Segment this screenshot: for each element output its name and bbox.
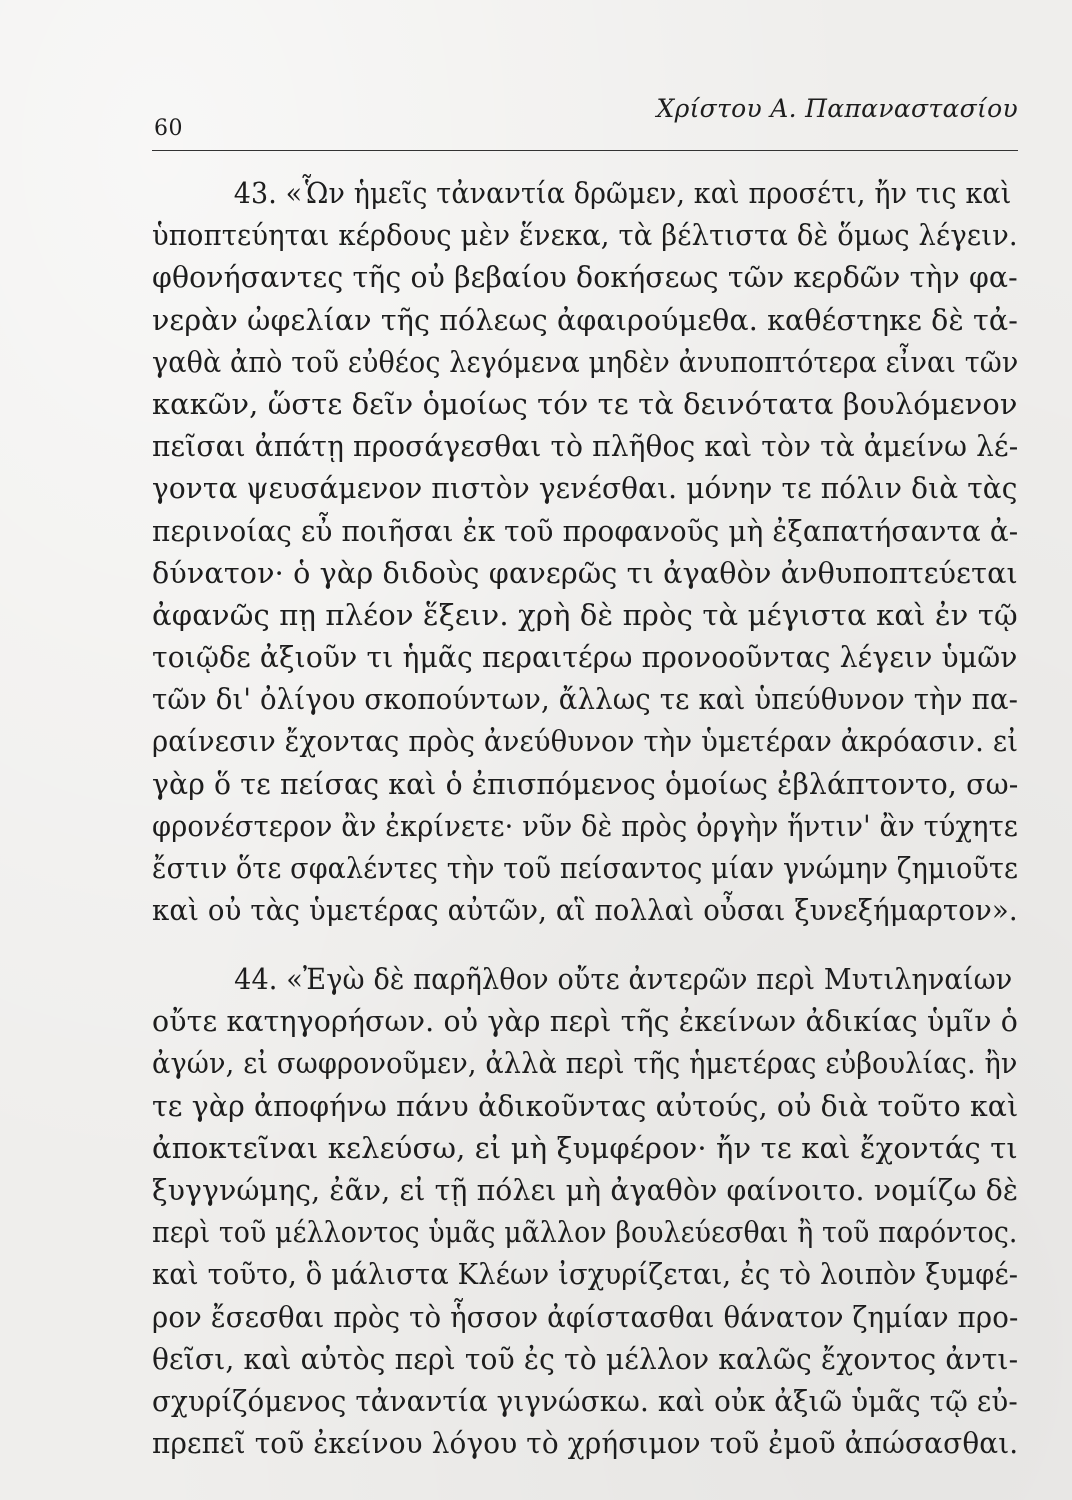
text-line: θεῖσι, καὶ αὐτὸς περὶ τοῦ ἐς τὸ μέλλον καλῶς ἔχοντος ἀντι- bbox=[152, 1341, 1019, 1376]
text-line: τοιῷδε ἀξιοῦν τι ἡμᾶς περαιτέρω προνοοῦντας λέγειν ὑμῶν bbox=[152, 640, 1018, 675]
text-line: νερὰν ὠφελίαν τῆς πόλεως ἀφαιρούμεθα. καθέστηκε δὲ τἀ- bbox=[152, 302, 1019, 337]
text-line: ρον ἔσεσθαι πρὸς τὸ ἧσσον ἀφίστασθαι θάνατον ζημίαν προ- bbox=[152, 1299, 1019, 1334]
paragraph-44 bbox=[152, 958, 1018, 1464]
text-line: φρονέστερον ἂν ἐκρίνετε· νῦν δὲ πρὸς ὀργὴν ἥντιν' ἂν τύχητε bbox=[152, 808, 1019, 843]
text-line: τε γὰρ ἀποφήνω πάνυ ἀδικοῦντας αὐτούς, οὐ διὰ τοῦτο καὶ bbox=[152, 1088, 1019, 1123]
text-line: γὰρ ὅ τε πείσας καὶ ὁ ἐπισπόμενος ὁμοίως ἐβλάπτοντο, σω- bbox=[152, 766, 1019, 801]
text-line: περινοίας εὖ ποιῆσαι ἐκ τοῦ προφανοῦς μὴ ἐξαπατήσαντα ἀ- bbox=[152, 513, 1019, 548]
text-line: γοντα ψευσάμενον πιστὸν γενέσθαι. μόνην τε πόλιν διὰ τὰς bbox=[152, 471, 1018, 506]
text-line: ἀποκτεῖναι κελεύσω, εἰ μὴ ξυμφέρον· ἤν τε καὶ ἔχοντάς τι bbox=[152, 1130, 1018, 1165]
text-line: καὶ οὐ τὰς ὑμετέρας αὐτῶν, αἳ πολλαὶ οὖσαι ξυνεξήμαρτον». bbox=[152, 893, 1018, 928]
text-line: καὶ τοῦτο, ὃ μάλιστα Κλέων ἰσχυρίζεται, ἐς τὸ λοιπὸν ξυμφέ- bbox=[152, 1257, 1019, 1292]
text-line: ἔστιν ὅτε σφαλέντες τὴν τοῦ πείσαντος μίαν γνώμην ζημιοῦτε bbox=[152, 851, 1019, 885]
header-rule bbox=[152, 150, 1018, 151]
text-line: δύνατον· ὁ γὰρ διδοὺς φανερῶς τι ἀγαθὸν ἀνθυποπτεύεται bbox=[152, 555, 1018, 590]
text-line: φθονήσαντες τῆς οὐ βεβαίου δοκήσεως τῶν κερδῶν τὴν φα- bbox=[152, 260, 1018, 295]
running-head bbox=[152, 90, 1018, 141]
text-line: περὶ τοῦ μέλλοντος ὑμᾶς μᾶλλον βουλεύεσθαι ἢ τοῦ παρόντος. bbox=[152, 1215, 1018, 1250]
running-title: Χρίστου Α. Παπαναστασίου bbox=[656, 94, 1018, 123]
text-line: σχυρίζόμενος τἀναντία γιγνώσκω. καὶ οὐκ ἀξιῶ ὑμᾶς τῷ εὐ- bbox=[152, 1383, 1018, 1418]
text-line: ξυγγνώμης, ἐᾶν, εἰ τῇ πόλει μὴ ἀγαθὸν φαίνοιτο. νομίζω δὲ bbox=[152, 1172, 1019, 1207]
text-line: 43. «Ὧν ἡμεῖς τἀναντία δρῶμεν, καὶ προσέτι, ἤν τις καὶ bbox=[233, 176, 1012, 210]
text-line: γαθὰ ἀπὸ τοῦ εὐθέος λεγόμενα μηδὲν ἀνυποπτότερα εἶναι τῶν bbox=[152, 344, 1019, 379]
text-line: πεῖσαι ἀπάτῃ προσάγεσθαι τὸ πλῆθος καὶ τὸν τὰ ἀμείνω λέ- bbox=[152, 429, 1019, 464]
text-line: τῶν δι' ὀλίγου σκοπούντων, ἄλλως τε καὶ ὑπεύθυνον τὴν πα- bbox=[152, 682, 1019, 717]
paragraph-43 bbox=[152, 172, 1018, 931]
text-line: ραίνεσιν ἔχοντας πρὸς ἀνεύθυνον τὴν ὑμετέραν ἀκρόασιν. εἰ bbox=[152, 724, 1019, 759]
text-line: οὔτε κατηγορήσων. οὐ γὰρ περὶ τῆς ἐκείνων ἀδικίας ὑμῖν ὁ bbox=[152, 1004, 1019, 1039]
text-line: πρεπεῖ τοῦ ἐκείνου λόγου τὸ χρήσιμον τοῦ ἐμοῦ ἀπώσασθαι. bbox=[152, 1426, 1019, 1461]
text-line: 44. «Ἐγὼ δὲ παρῆλθον οὔτε ἀντερῶν περὶ Μυτιληναίων bbox=[234, 962, 1013, 996]
text-line: ὑποπτεύηται κέρδους μὲν ἕνεκα, τὰ βέλτιστα δὲ ὅμως λέγειν. bbox=[152, 218, 1018, 253]
text-line: κακῶν, ὥστε δεῖν ὁμοίως τόν τε τὰ δεινότατα βουλόμενον bbox=[152, 386, 1018, 421]
page-number: 60 bbox=[154, 116, 183, 141]
text-line: ἀγών, εἰ σωφρονοῦμεν, ἀλλὰ περὶ τῆς ἡμετέρας εὐβουλίας. ἢν bbox=[152, 1046, 1018, 1081]
text-line: ἀφανῶς πῃ πλέον ἕξειν. χρὴ δὲ πρὸς τὰ μέγιστα καὶ ἐν τῷ bbox=[152, 597, 1018, 632]
